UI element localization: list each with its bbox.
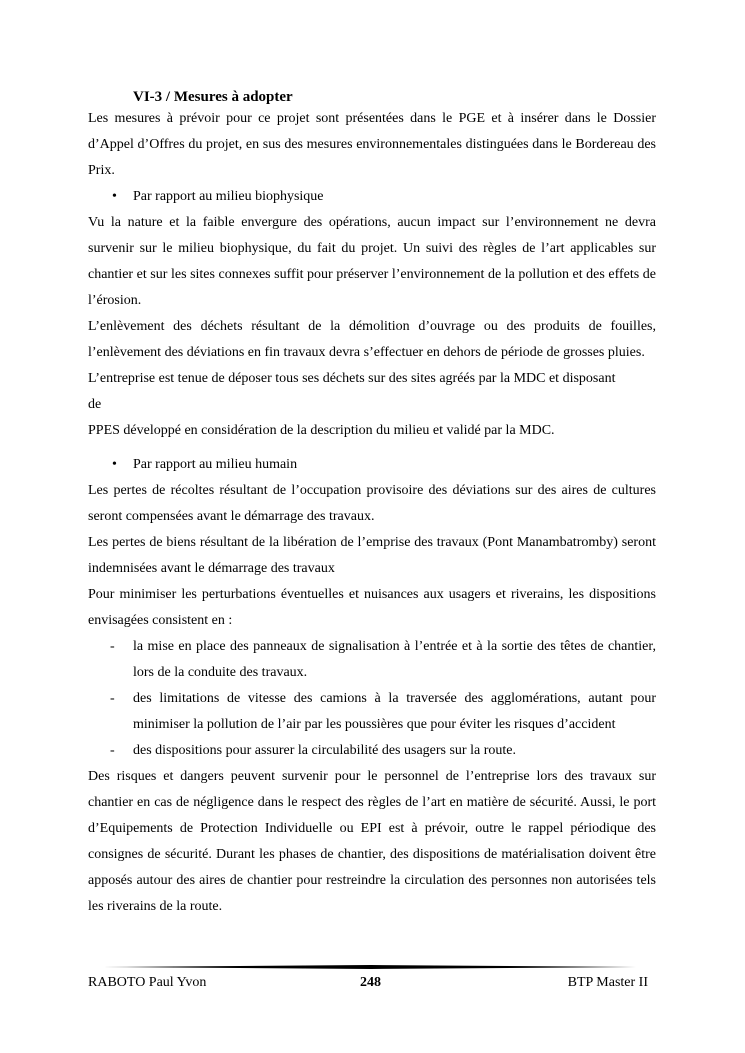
footer-author: RABOTO Paul Yvon	[88, 975, 207, 990]
bullet-humain	[88, 452, 656, 478]
bullet-label: Par rapport au milieu humain	[133, 457, 298, 472]
dash-icon: -	[110, 691, 115, 706]
dash-icon: -	[110, 743, 115, 758]
bio-paragraph-3b: de	[88, 397, 102, 412]
page-number: 248	[360, 975, 381, 990]
section-heading: VI-3 / Mesures à adopter	[133, 89, 293, 105]
human-paragraph-2: Les pertes de biens résultant de la libération de l’emprise des travaux (Pont Manambatromby) seront indemnisées avant le démarrage des travaux	[88, 535, 656, 576]
list-item-text: des dispositions pour assurer la circulabilité des usagers sur la route.	[133, 743, 516, 758]
list-item	[88, 686, 656, 738]
human-paragraph-3: Pour minimiser les perturbations éventuelles et nuisances aux usagers et riverains, les dispositions envisagées consistent en :	[88, 587, 656, 628]
dash-icon: -	[110, 639, 115, 654]
list-item-text: la mise en place des panneaux de signalisation à l’entrée et à la sortie des têtes de chantier, lors de la conduite des travaux.	[133, 639, 656, 680]
spacer	[88, 444, 656, 452]
bullet-label: Par rapport au milieu biophysique	[133, 189, 324, 204]
bio-paragraph-3a: L’entreprise est tenue de déposer tous ses déchets sur des sites agréés par la MDC et disposant	[88, 371, 616, 386]
bio-paragraph-1: Vu la nature et la faible envergure des opérations, aucun impact sur l’environnement ne devra survenir sur le milieu biophysique, du fait du projet. Un suivi des règles de l’art applicables sur chantier et sur les sites connexes suffit pour préserver l’environnement de la pollution et des effets de l’érosion.	[88, 215, 656, 308]
list-item	[88, 738, 656, 764]
intro-paragraph: Les mesures à prévoir pour ce projet sont présentées dans le PGE et à insérer dans le Dossier d’Appel d’Offres du projet, en sus des mesures environnementales distinguées dans le Bordereau des Prix.	[88, 111, 656, 178]
list-item	[88, 634, 656, 686]
human-paragraph-1: Les pertes de récoltes résultant de l’occupation provisoire des déviations sur des aires de cultures seront compensées avant le démarrage des travaux.	[88, 483, 656, 524]
page-body	[88, 88, 656, 920]
footer-course: BTP Master II	[567, 975, 648, 990]
list-item-text: des limitations de vitesse des camions à la traversée des agglomérations, autant pour minimiser la pollution de l’air par les poussières que pour éviter les risques d’accident	[133, 691, 656, 732]
footer-divider	[103, 965, 639, 969]
bullet-icon: •	[112, 189, 117, 204]
human-paragraph-4: Des risques et dangers peuvent survenir pour le personnel de l’entreprise lors des travaux sur chantier en cas de négligence dans le respect des règles de l’art en matière de sécurité. Aussi, le port d’Equipements de Protection Individuelle ou EPI est à prévoir, outre le rappel périodique des consignes de sécurité. Durant les phases de chantier, des dispositions de matérialisation doivent être apposés autour des aires de chantier pour restreindre la circulation des personnes non autorisées tels les riverains de la route.	[88, 769, 656, 914]
bio-paragraph-2: L’enlèvement des déchets résultant de la démolition d’ouvrage ou des produits de fouilles, l’enlèvement des déviations en fin travaux devra s’effectuer en dehors de période de grosses pluies.	[88, 319, 656, 360]
bio-paragraph-4: PPES développé en considération de la description du milieu et validé par la MDC.	[88, 423, 555, 438]
bullet-icon: •	[112, 457, 117, 472]
bullet-biophysique	[88, 184, 656, 210]
page-footer	[88, 975, 648, 993]
